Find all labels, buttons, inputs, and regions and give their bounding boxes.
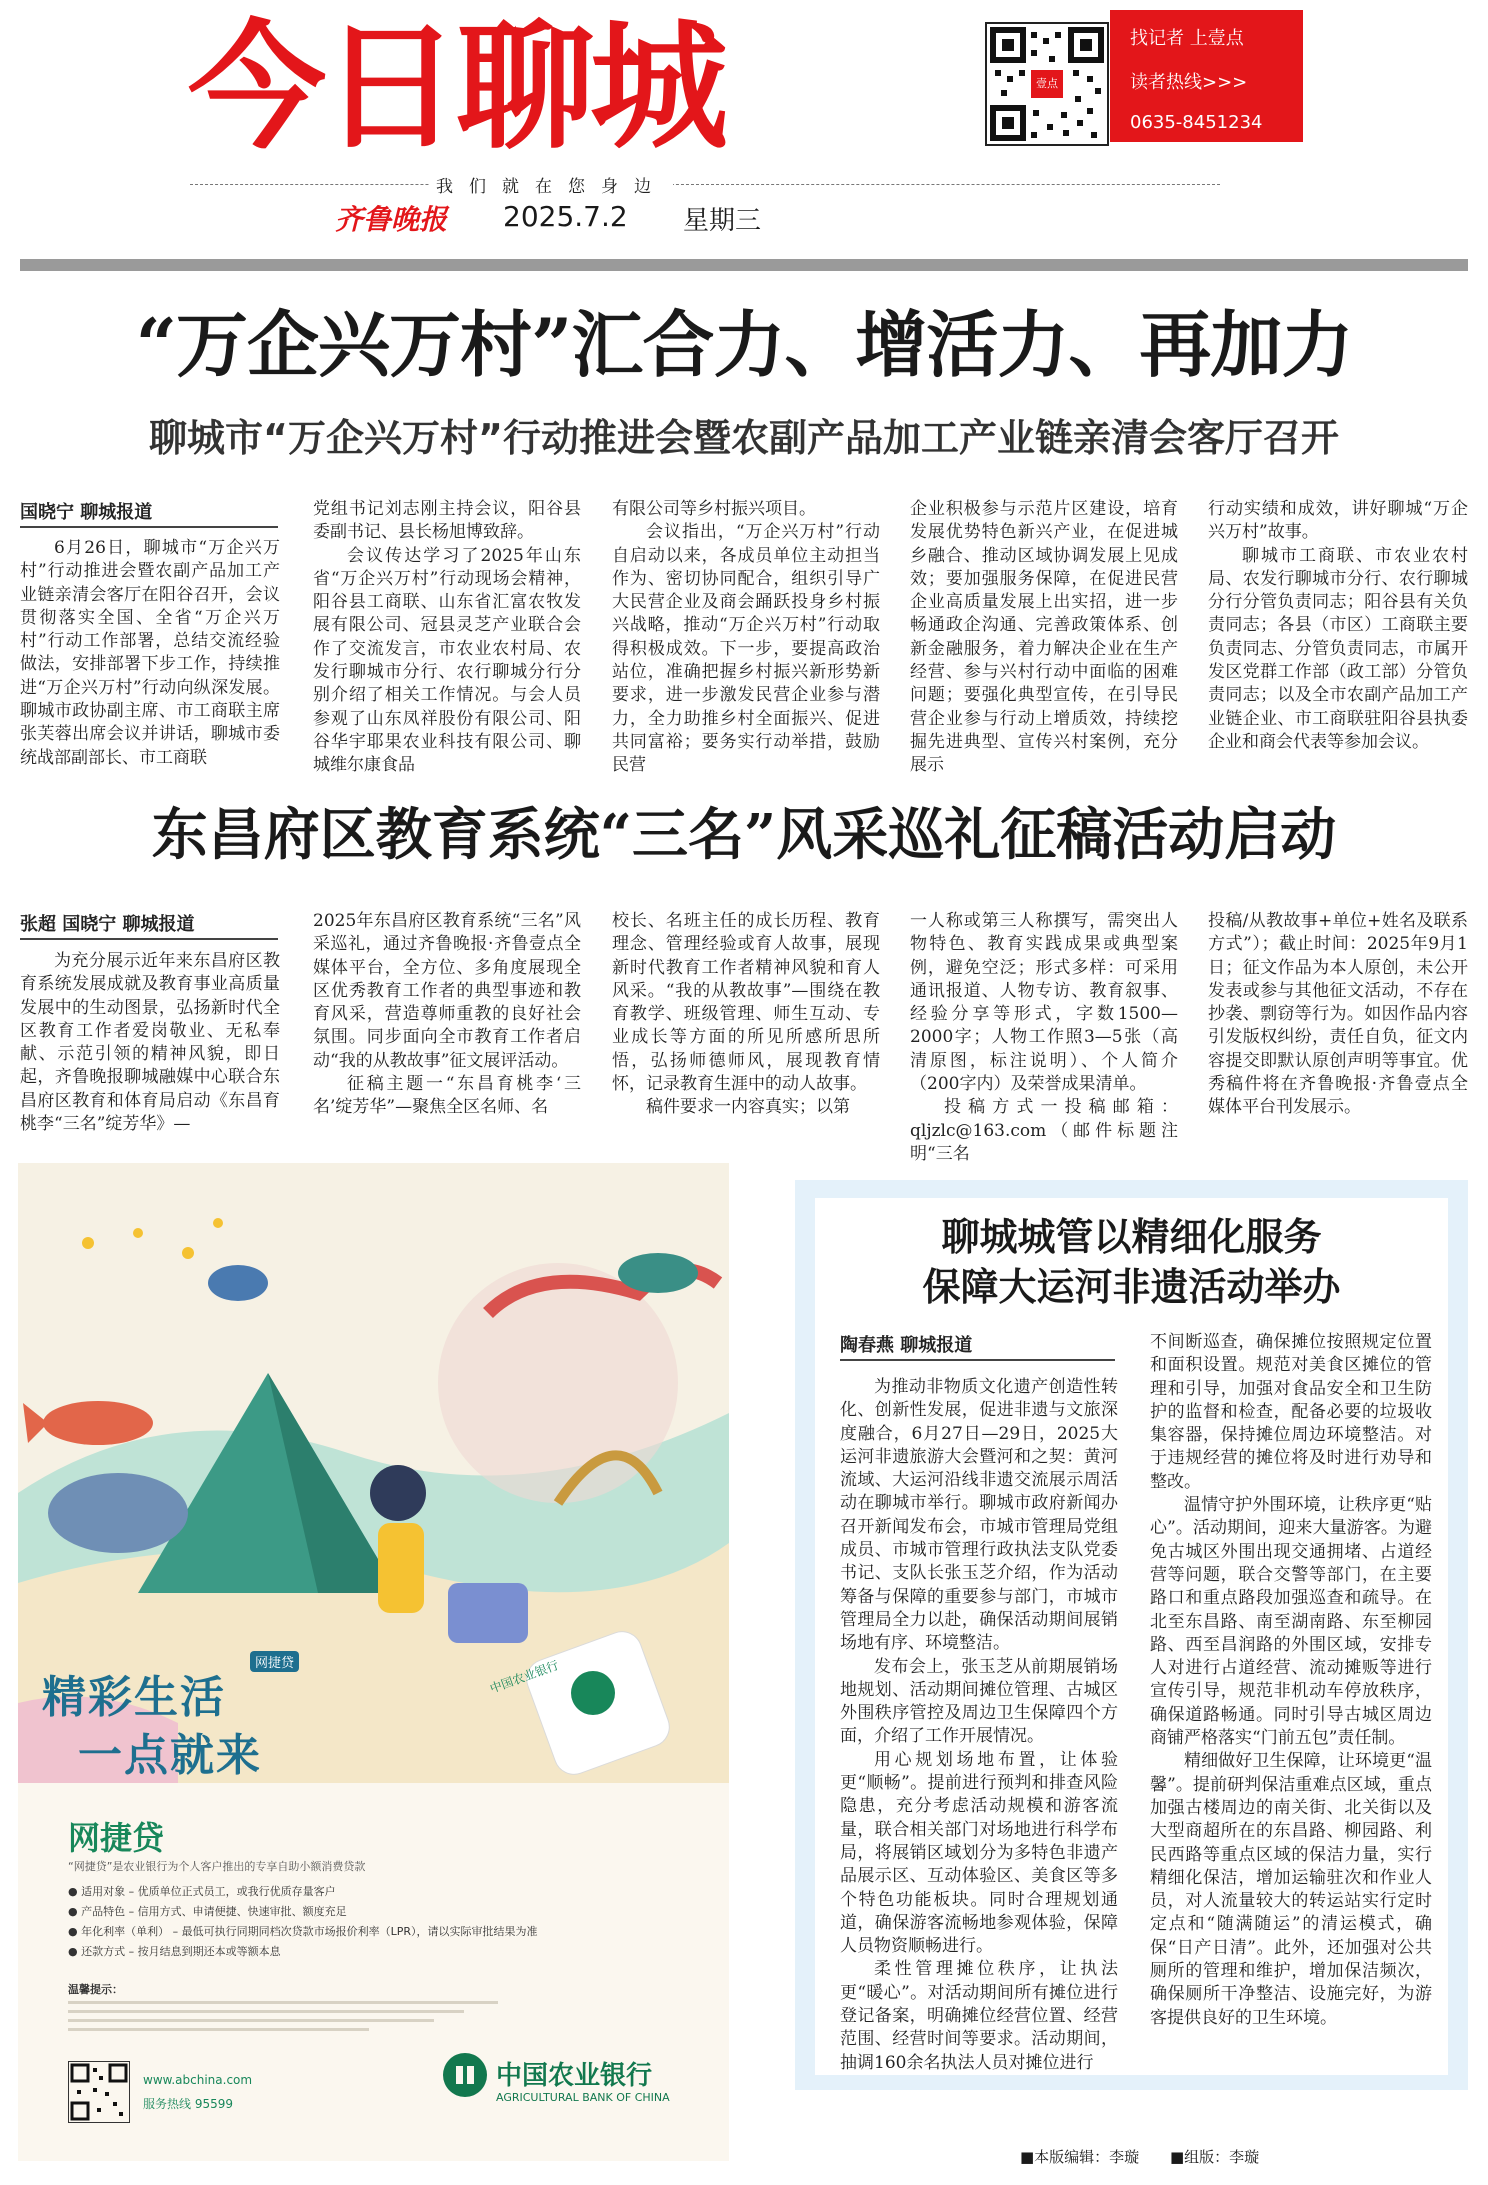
article1-column [313,498,581,778]
article1-headline: “万企兴万村”汇合力、增活力、再加力 [135,302,1353,387]
article1-column [910,498,1178,778]
paragraph: 会议指出，“万企兴万村”行动自启动以来，各成员单位主动担当作为、密切协同配合，组织引导广大民营企业及商会踊跃投身乡村振兴战略，推动“万企兴万村”行动取得积极成效。下一步，要提高政治站位，准确把握乡村振兴新形势新要求，进一步激发民营企业参与潜力，全力助推乡村全面振兴、促进共同富裕；要务实行动举措，鼓励民营 [612,522,880,776]
article1-subheadline: 聊城市“万企兴万村”行动推进会暨农副产品加工产业链亲清会客厅召开 [149,416,1339,460]
ad-feature: ● 适用对象 – 优质单位正式员工，或我行优质存量客户 [68,1885,336,1898]
ad-service-hotline: 服务热线 95599 [143,2097,233,2111]
paragraph: 为充分展示近年来东昌府区教育系统发展成就及教育事业高质量发展中的生动图景，弘扬新时代全区教育工作者爱岗敬业、无私奉献、示范引领的精神风貌，即日起，齐鲁晚报聊城融媒中心联合东昌府区教育和体育局启动《东昌育桃李“三名”绽芳华》— [20,951,280,1135]
paragraph: 发布会上，张玉芝从前期展销场地规划、活动期间摊位管理、古城区外围秩序管控及周边卫生保障四个方面，介绍了工作开展情况。 [840,1656,1118,1747]
paragraph: 6月26日，聊城市“万企兴万村”行动推进会暨农副产品加工产业链亲清会客厅在阳谷召开，会议贯彻落实全国、全省“万企兴万村”行动工作部署，总结交流经验做法，安排部署下步工作，持续推进“万企兴万村”行动向纵深发展。聊城市政协副主席、市工商联主席张芙蓉出席会议并讲话，聊城市委统战部副部长、市工商联 [20,538,280,768]
bank-name-en: AGRICULTURAL BANK OF CHINA [496,2091,670,2104]
article2-column [910,910,1178,1164]
qr-code-icon [985,22,1109,146]
reader-hotline-label: 读者热线>>> [1130,72,1248,93]
paragraph: 稿件要求一内容真实；以第 [646,1097,850,1118]
bank-name-cn: 中国农业银行 [496,2061,653,2091]
hotline-phone: 0635-8451234 [1130,112,1263,133]
find-reporter-label: 找记者 上壹点 [1130,28,1244,49]
article2-headline: 东昌府区教育系统“三名”风采巡礼征稿活动启动 [151,802,1337,868]
article3-title-line2: 保障大运河非遗活动举办 [922,1264,1341,1309]
ad-feature: ● 年化利率（单利） – 最低可执行同期同档次贷款市场报价利率（LPR），请以实际审批结果为准 [68,1925,538,1938]
paragraph: 企业积极参与示范片区建设，培育发展优势特色新兴产业，在促进城乡融合、推动区域协调发展上见成效；要加强服务保障，在促进民营企业高质量发展上出实招，进一步畅通政企沟通、完善政策体系、创新金融服务，着力解决企业在生产经营、参与兴村行动中面临的困难问题；要强化典型宣传，在引导民营企业参与行动上增质效，持续挖掘先进典型、宣传兴村案例，充分展示 [910,499,1178,776]
paragraph: 会议传达学习了2025年山东省“万企兴万村”行动现场会精神，阳谷县工商联、山东省汇富农牧发展有限公司、冠县灵芝产业联合会作了交流发言，市农业农村局、农发行聊城市分行、农行聊城分行分别介绍了相关工作情况。与会人员参观了山东凤祥股份有限公司、阳谷华宇耶果农业科技有限公司、聊城维尔康食品 [313,545,581,776]
newspaper-title: 今日聊城 [188,7,725,168]
article3-column [1150,1331,1432,2076]
reader-hotline-box [1110,10,1303,142]
ad-qr-code-icon [68,2061,130,2123]
ad-feature: ● 产品特色 – 信用方式、申请便捷、快速审批、额度充足 [68,1905,347,1918]
paragraph: 一人称或第三人称撰写，需突出人物特色、教育实践成果或典型案例，避免空泛；形式多样：可采用通讯报道、人物专访、教育叙事、经验分享等形式，字数1500—2000字；人物工作照3—5张（高清原图，标注说明）、个人简介（200字内）及荣誉成果清单。 [910,911,1178,1095]
issue-weekday: 星期三 [683,206,762,236]
ad-slogan-line2: 一点就来 [78,1730,262,1781]
paragraph: 有限公司等乡村振兴项目。 [612,499,816,519]
article2-column [20,950,280,1150]
paragraph: 不间断巡查，确保摊位按照规定位置和面积设置。规范对美食区摊位的管理和引导，加强对食品安全和卫生防护的监督和检查，配备必要的垃圾收集容器，保持摊位周边环境整洁。对于违规经营的摊位将及时进行劝导和整改。 [1150,1332,1432,1492]
slogan-divider [190,184,1220,185]
paragraph: 温情守护外围环境，让秩序更“贴心”。活动期间，迎来大量游客。为避免古城区外围出现交通拥堵、占道经营等问题，联合交警等部门，在主要路口和重点路段加强巡查和疏导。在北至东昌路、南至湖南路、东至柳园路、西至昌润路的外围区域，安排专人对进行占道经营、流动摊贩等进行宣传引导，规范非机动车停放秩序，确保道路畅通。同时引导古城区周边商铺严格落实“门前五包”责任制。 [1150,1495,1432,1749]
ad-slogan-line1: 精彩生活 [42,1672,226,1723]
footer-editor: ■本版编辑：李璇 [1020,2148,1140,2166]
footer-designer: ■组版：李璇 [1170,2148,1260,2166]
paragraph: 为推动非物质文化遗产创造性转化、创新性发展，促进非遗与文旅深度融合，6月27日—29日，2025大运河非遗旅游大会暨河和之契：黄河流域、大运河沿线非遗交流展示周活动在聊城市举行。聊城市政府新闻办召开新闻发布会，市城市管理局党组成员、市城市管理行政执法支队党委书记、支队长张玉芝介绍，作为活动筹备与保障的重要参与部门，市城市管理局全力以赴，确保活动期间展销场地有序、环境整洁。 [840,1377,1118,1654]
article2-column [313,910,581,1150]
ad-product-desc: “网捷贷”是农业银行为个人客户推出的专享自助小额消费贷款 [68,1860,366,1873]
article1-column [20,537,280,775]
paragraph: 行动实绩和成效，讲好聊城“万企兴万村”故事。 [1208,499,1468,543]
paragraph: 党组书记刘志刚主持会议，阳谷县委副书记、县长杨旭博致辞。 [313,499,581,543]
paragraph: 聊城市工商联、市农业农村局、农发行聊城市分行、农行聊城分行分管负责同志；阳谷县有关负责同志；各县（市区）工商联主要负责同志、分管负责同志，市属开发区党群工作部（政工部）分管负责同志；以及全市农副产品加工产业链企业、市工商联驻阳谷县执委企业和商会代表等参加会议。 [1208,545,1468,752]
ad-website: www.abchina.com [143,2073,253,2087]
paper-name-logo: 齐鲁晚报 [335,203,448,236]
paragraph: 校长、名班主任的成长历程、教育理念、管理经验或育人故事，展现新时代教育工作者精神风貌和育人风采。“我的从教故事”—围绕在教育教学、班级管理、师生互动、专业成长等方面的所见所感所思所悟，弘扬师德师风，展现教育情怀，记录教育生涯中的动人故事。 [612,911,880,1095]
paragraph: 征稿主题一“东昌育桃李‘三名’绽芳华”—聚焦全区名师、名 [313,1074,581,1118]
abc-bank-logo-icon [443,2053,487,2097]
masthead-slogan: 我们就在您身边 [430,172,673,197]
paragraph: 精细做好卫生保障，让环境更“温馨”。提前研判保洁重难点区域，重点加强古楼周边的南关街、北关街以及大型商超所在的东昌路、柳园路、利民西路等重点区域的保洁力量，实行精细化保洁，增加运输驻次和作业人员，对人流量较大的转运站实行定时定点和“随满随运”的清运模式，确保“日产日清”。此外，还加强对公共厕所的管理和维护，增加保洁频次，确保厕所干净整洁、设施完好，为游客提供良好的卫生环境。 [1150,1751,1432,2028]
article1-byline: 国晓宁 聊城报道 [20,498,278,528]
ad-slogan-badge: 网捷贷 [250,1651,299,1672]
paragraph: 投稿/从教故事+单位+姓名及联系方式”）；截止时间：2025年9月1日；征文作品为本人原创，未公开发表或参与其他征文活动，不存在抄袭、剽窃等行为。如因作品内容引发版权纠纷，责任自负，征文内容提交即默认原创声明等事宜。优秀稿件将在齐鲁晚报·齐鲁壹点全媒体平台刊发展示。 [1208,911,1468,1118]
paragraph: 柔性管理摊位秩序，让执法更“暖心”。对活动期间所有摊位进行登记备案，明确摊位经营位置、经营范围、经营时间等要求。活动期间，抽调160余名执法人员对摊位进行 [840,1959,1118,2073]
article3-column [840,1376,1118,2076]
paragraph: 投稿方式一投稿邮箱：qljzlc@163.com（邮件标题注明“三名 [910,1097,1178,1164]
article1-column [612,498,880,778]
article3-byline: 陶春燕 聊城报道 [840,1331,1115,1361]
article3-title-line1: 聊城城管以精细化服务 [941,1214,1322,1259]
bank-advertisement [18,1163,729,2161]
article2-column [612,910,880,1150]
article2-column [1208,910,1468,1150]
paragraph: 用心规划场地布置，让体验更“顺畅”。提前进行预判和排查风险隐患，充分考虑活动规模和游客流量，联合相关部门对场地进行科学布局，将展销区域划分为多特色非遗产品展示区、互动体验区、美食区等多个特色功能板块。同时合理规划通道，确保游客流畅地参观体验，保障人员物资顺畅进行。 [840,1749,1118,1957]
ad-feature: ● 还款方式 – 按月结息到期还本或等额本息 [68,1945,281,1958]
ad-notice-title: 温馨提示： [68,1983,123,1996]
ad-notice-lines [68,2001,498,2037]
issue-date: 2025.7.2 [503,200,628,233]
article2-byline: 张超 国晓宁 聊城报道 [20,910,278,940]
paragraph: 2025年东昌府区教育系统“三名”风采巡礼，通过齐鲁晚报·齐鲁壹点全媒体平台，全方位、多角度展现全区优秀教育工作者的典型事迹和教育风采，营造尊师重教的良好社会氛围。同步面向全市教育工作者启动“我的从教故事”征文展评活动。 [313,911,581,1071]
ad-product-name: 网捷贷 [68,1819,165,1857]
qr-logo: 壹点 [1031,70,1063,98]
header-rule [20,259,1468,271]
article1-column [1208,498,1468,778]
phone-badge: 中国农业银行 [487,1658,561,1696]
